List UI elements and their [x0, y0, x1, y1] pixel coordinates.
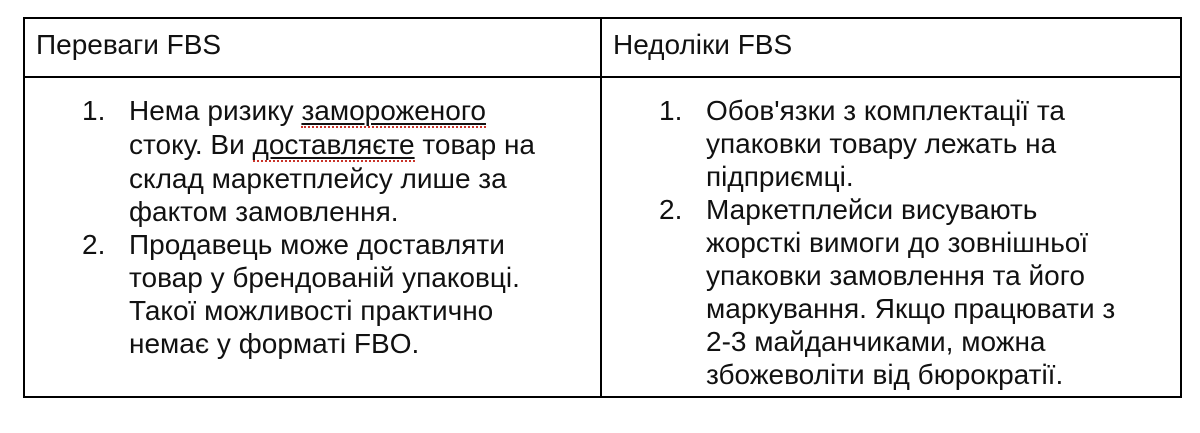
list-marker: 2. — [659, 194, 683, 225]
list-item — [602, 193, 1180, 391]
list-item — [602, 94, 1180, 193]
text-segment: Продавець може доставляти товар у брендованій упаковці. Такої можливості практично немає у форматі FBO. — [129, 229, 520, 359]
table-header-advantages — [25, 19, 602, 78]
list-marker: 1. — [82, 95, 106, 126]
text-segment: Маркетплейси висувають жорсткі вимоги до зовнішньої упаковки замовлення та його маркування. Якщо працювати з 2-3 майданчиками, можна збожеволіти від бюрократії. — [706, 194, 1116, 390]
text-segment: Обов'язки з комплектації та упаковки товару лежать на підприємці. — [706, 95, 1065, 192]
list-marker: 1. — [659, 95, 683, 126]
text-segment: стоку. Ви — [129, 129, 253, 160]
advantages-list — [25, 94, 600, 360]
table-header-disadvantages — [602, 19, 1180, 78]
disadvantages-cell — [602, 78, 1180, 396]
list-item — [25, 228, 600, 360]
disadvantages-list — [602, 94, 1180, 391]
misspelled-word[interactable]: замороженого — [301, 95, 487, 126]
header-advantages-label: Переваги FBS — [36, 29, 222, 61]
misspelled-word[interactable]: доставляєте — [252, 129, 415, 160]
text-segment: Нема ризику — [129, 95, 302, 126]
fbs-comparison-table — [23, 17, 1182, 398]
advantages-cell — [25, 78, 602, 396]
list-item — [25, 94, 600, 228]
text-segment: товар на склад маркетплейсу лише за фактом замовлення. — [129, 129, 535, 227]
list-marker: 2. — [82, 229, 106, 260]
header-disadvantages-label: Недоліки FBS — [613, 29, 793, 61]
